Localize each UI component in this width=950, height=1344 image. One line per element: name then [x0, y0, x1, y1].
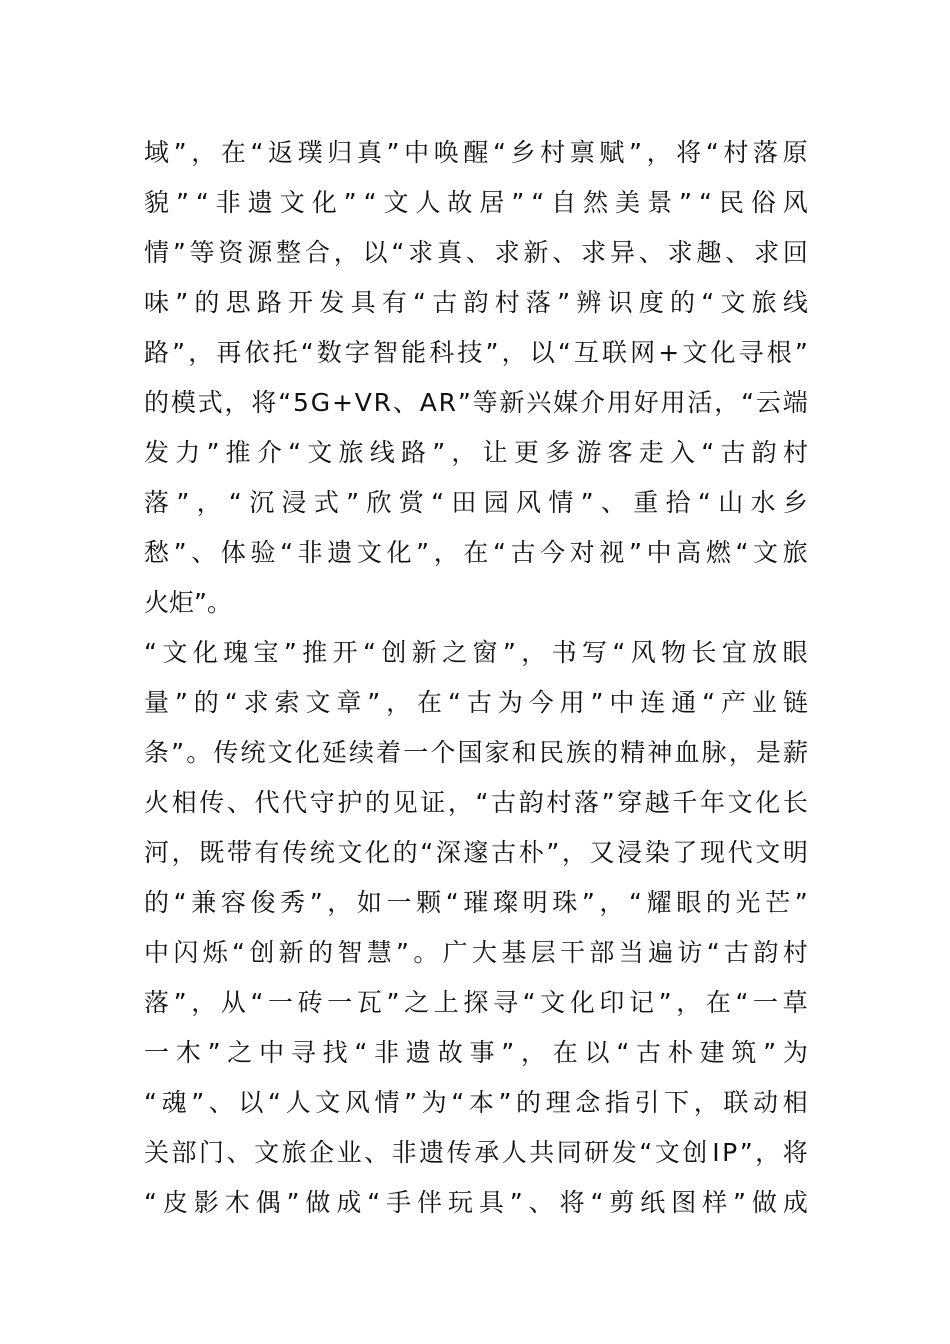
text-line: 的 模 式 ， 将 “ 5 G + V R 、 A R ” 等 新 兴 媒 介 用 好 用 活 ， “ 云 端	[144, 388, 808, 417]
text-line: 的 “ 兼 容 俊 秀 ” ， 如 一 颗 “ 璀 璨 明 珠 ” ， “ 耀 眼 的 光 芒 ”	[144, 888, 808, 917]
text-line: 味 ” 的 思 路 开 发 具 有 “ 古 韵 村 落 ” 辨 识 度 的 “ 文 旅 线	[144, 288, 808, 317]
text-line: 落 ” ， 从 “ 一 砖 一 瓦 ” 之 上 探 寻 “ 文 化 印 记 ” ， 在 “ 一 草	[144, 988, 808, 1017]
text-line: 火 相 传 、 代 代 守 护 的 见 证 ， “ 古 韵 村 落 ” 穿 越 千 年 文 化 长	[144, 788, 808, 817]
text-line: 条 ” 。 传 统 文 化 延 续 着 一 个 国 家 和 民 族 的 精 神 血 脉 ， 是 薪	[144, 738, 808, 767]
text-line: “ 文 化 瑰 宝 ” 推 开 “ 创 新 之 窗 ” ， 书 写 “ 风 物 长 宜 放 眼	[144, 638, 808, 667]
text-line: “ 魂 ” 、 以 “ 人 文 风 情 ” 为 “ 本 ” 的 理 念 指 引 下 ， 联 动 相	[144, 1088, 808, 1117]
text-line: “ 皮 影 木 偶 ” 做 成 “ 手 伴 玩 具 ” 、 将 “ 剪 纸 图 样 ” 做 成	[144, 1188, 808, 1217]
body-text	[144, 128, 808, 1228]
text-line: 情 ” 等 资 源 整 合 ， 以 “ 求 真 、 求 新 、 求 异 、 求 趣 、 求 回	[144, 238, 808, 267]
text-line: 路 ” ， 再 依 托 “ 数 字 智 能 科 技 ” ， 以 “ 互 联 网 + 文 化 寻 根 ”	[144, 338, 808, 367]
text-line: 火炬”。	[144, 588, 232, 617]
text-line: 中 闪 烁 “ 创 新 的 智 慧 ” 。 广 大 基 层 干 部 当 遍 访 “ 古 韵 村	[144, 938, 808, 967]
text-line: 发 力 ” 推 介 “ 文 旅 线 路 ” ， 让 更 多 游 客 走 入 “ 古 韵 村	[144, 438, 808, 467]
text-line: 貌 ” “ 非 遗 文 化 ” “ 文 人 故 居 ” “ 自 然 美 景 ” “ 民 俗 风	[144, 188, 808, 217]
text-line: 量 ” 的 “ 求 索 文 章 ” ， 在 “ 古 为 今 用 ” 中 连 通 “ 产 业 链	[144, 688, 808, 717]
text-line: 关 部 门 、 文 旅 企 业 、 非 遗 传 承 人 共 同 研 发 “ 文 创 I P ” ， 将	[144, 1138, 808, 1167]
text-line: 愁 ” 、 体 验 “ 非 遗 文 化 ” ， 在 “ 古 今 对 视 ” 中 高 燃 “ 文 旅	[144, 538, 808, 567]
text-line: 一 木 ” 之 中 寻 找 “ 非 遗 故 事 ” ， 在 以 “ 古 朴 建 筑 ” 为	[144, 1038, 808, 1067]
text-line: 域 ” ， 在 “ 返 璞 归 真 ” 中 唤 醒 “ 乡 村 禀 赋 ” ， 将 “ 村 落 原	[144, 138, 808, 167]
text-line: 落 ” ， “ 沉 浸 式 ” 欣 赏 “ 田 园 风 情 ” 、 重 拾 “ 山 水 乡	[144, 488, 808, 517]
text-line: 河 ， 既 带 有 传 统 文 化 的 “ 深 邃 古 朴 ” ， 又 浸 染 了 现 代 文 明	[144, 838, 808, 867]
